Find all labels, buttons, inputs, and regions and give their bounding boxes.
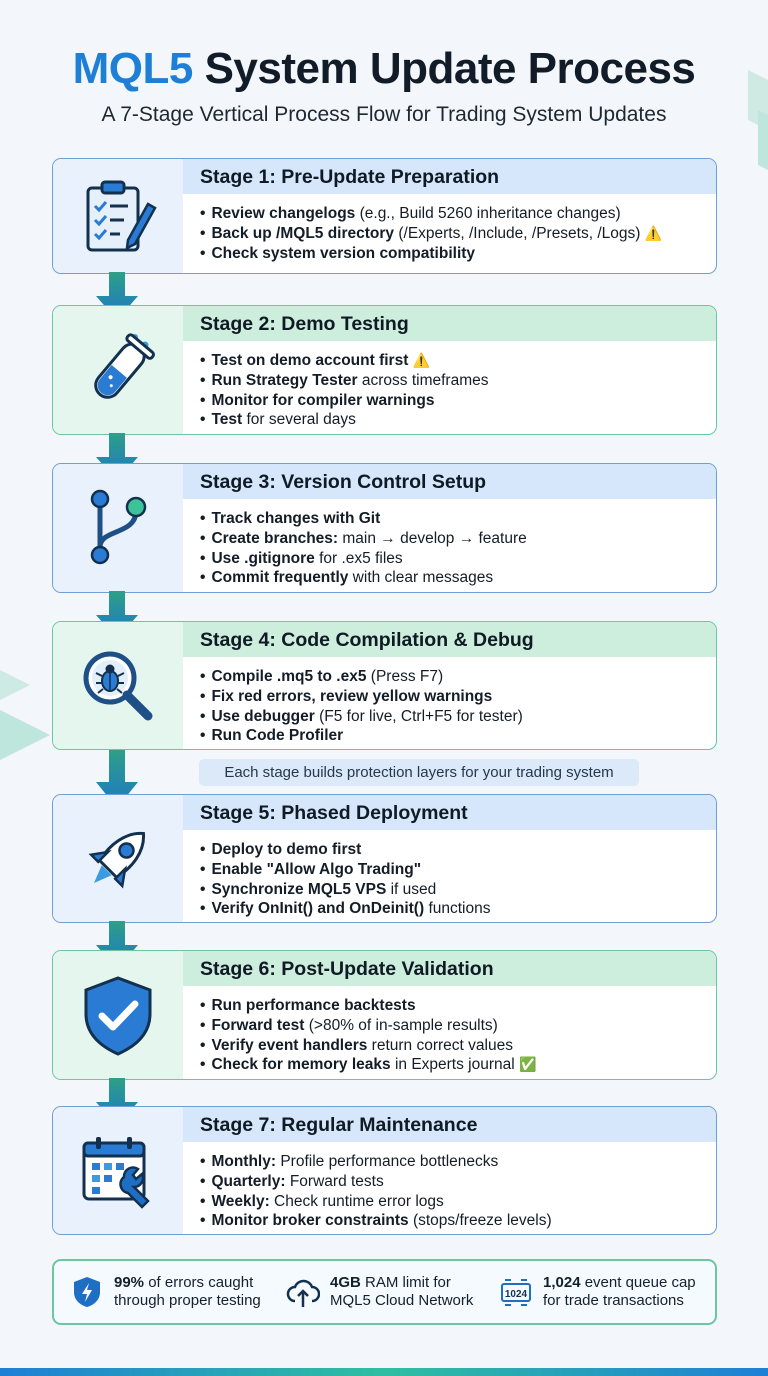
- stage-2-title: Stage 2: Demo Testing: [183, 306, 716, 341]
- stage-3-bullets: [200, 509, 527, 588]
- list-item: • Enable "Allow Algo Trading": [200, 860, 491, 880]
- list-item: • Test on demo account first ⚠️: [200, 351, 489, 371]
- shield-bolt-icon: [70, 1275, 104, 1309]
- stats-footer: [52, 1259, 717, 1325]
- list-item: • Use .gitignore for .ex5 files: [200, 549, 527, 569]
- list-item: • Run Strategy Tester across timeframes: [200, 371, 489, 391]
- list-item: • Run Code Profiler: [200, 726, 523, 746]
- bottom-accent-bar: [0, 1368, 768, 1376]
- stage-7-bullets: [200, 1152, 552, 1231]
- warning-icon: ⚠️: [644, 224, 663, 241]
- stage-4-icon-panel: [53, 622, 183, 749]
- list-item: • Use debugger (F5 for live, Ctrl+F5 for tester): [200, 707, 523, 727]
- list-item: • Review changelogs (e.g., Build 5260 inheritance changes): [200, 204, 662, 224]
- page-subtitle: A 7-Stage Vertical Process Flow for Trading System Updates: [101, 103, 667, 126]
- stage-card-3: [52, 463, 717, 593]
- list-item: • Run performance backtests: [200, 996, 536, 1016]
- rocket-icon: [76, 817, 160, 901]
- stage-6-icon-panel: [53, 951, 183, 1079]
- list-item: • Create branches: main → develop → feature: [200, 529, 527, 549]
- list-item: • Check system version compatibility: [200, 244, 662, 264]
- test-tube-icon: [75, 327, 161, 413]
- clipboard-checklist-icon: [76, 174, 160, 258]
- stage-card-1: [52, 158, 717, 274]
- stage-3-title: Stage 3: Version Control Setup: [183, 464, 716, 499]
- stage-5-icon-panel: [53, 795, 183, 922]
- stage-card-5: [52, 794, 717, 923]
- list-item: • Monitor for compiler warnings: [200, 391, 489, 411]
- stage-2-icon-panel: [53, 306, 183, 434]
- shield-check-icon: [78, 972, 158, 1058]
- stage-4-bullets: [200, 667, 523, 746]
- stage-5-title: Stage 5: Phased Deployment: [183, 795, 716, 830]
- stage-1-icon-panel: [53, 159, 183, 273]
- list-item: • Monthly: Profile performance bottlenecks: [200, 1152, 552, 1172]
- list-item: • Fix red errors, review yellow warnings: [200, 687, 523, 707]
- title-rest: System Update Process: [204, 44, 696, 93]
- stat-ram-limit: 4GB RAM limit for MQL5 Cloud Network: [286, 1261, 473, 1323]
- list-item: • Monitor broker constraints (stops/freeze levels): [200, 1211, 552, 1231]
- check-mark-icon: ✅: [519, 1056, 537, 1073]
- stage-7-icon-panel: [53, 1107, 183, 1234]
- stage-1-bullets: [200, 204, 662, 263]
- stage-5-bullets: [200, 840, 491, 919]
- list-item: • Verify OnInit() and OnDeinit() functions: [200, 899, 491, 919]
- stage-4-title: Stage 4: Code Compilation & Debug: [183, 622, 716, 657]
- stage-6-title: Stage 6: Post-Update Validation: [183, 951, 716, 986]
- stage-3-icon-panel: [53, 464, 183, 592]
- stage-7-title: Stage 7: Regular Maintenance: [183, 1107, 716, 1142]
- list-item: • Synchronize MQL5 VPS if used: [200, 880, 491, 900]
- stage-card-4: [52, 621, 717, 750]
- svg-text:1024: 1024: [504, 1289, 528, 1300]
- list-item: • Commit frequently with clear messages: [200, 568, 527, 588]
- list-item: • Forward test (>80% of in-sample results): [200, 1016, 536, 1036]
- stat-event-queue: 1024 1,024 event queue cap for trade transactions: [499, 1261, 696, 1323]
- stage-2-bullets: [200, 351, 489, 430]
- git-branch-icon: [78, 485, 158, 571]
- stat-errors-caught: 99% of errors caught through proper testing: [70, 1261, 261, 1323]
- list-item: • Weekly: Check runtime error logs: [200, 1192, 552, 1212]
- list-item: • Verify event handlers return correct values: [200, 1036, 536, 1056]
- list-item: • Check for memory leaks in Experts journal ✅: [200, 1055, 536, 1075]
- bug-magnifier-icon: [76, 644, 160, 728]
- page-title: [0, 44, 768, 94]
- list-item: • Test for several days: [200, 410, 489, 430]
- title-accent: MQL5: [72, 44, 193, 93]
- queue-counter-icon: [499, 1275, 533, 1309]
- stage-card-2: [52, 305, 717, 435]
- cloud-upload-icon: [286, 1275, 320, 1309]
- stage-card-6: [52, 950, 717, 1080]
- list-item: • Track changes with Git: [200, 509, 527, 529]
- list-item: • Quarterly: Forward tests: [200, 1172, 552, 1192]
- warning-icon: ⚠️: [412, 352, 431, 368]
- list-item: • Back up /MQL5 directory (/Experts, /Include, /Presets, /Logs) ⚠️: [200, 224, 662, 244]
- list-item: • Deploy to demo first: [200, 840, 491, 860]
- stage-6-bullets: [200, 996, 536, 1075]
- calendar-wrench-icon: [76, 1129, 160, 1213]
- stage-card-7: [52, 1106, 717, 1235]
- list-item: • Compile .mq5 to .ex5 (Press F7): [200, 667, 523, 687]
- stage-protection-note: Each stage builds protection layers for your trading system: [199, 759, 639, 786]
- stage-1-title: Stage 1: Pre-Update Preparation: [183, 159, 716, 194]
